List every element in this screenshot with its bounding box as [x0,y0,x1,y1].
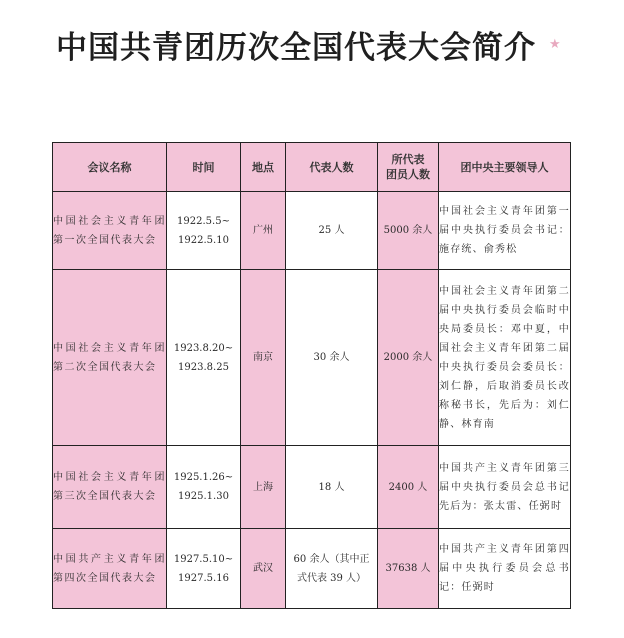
cell-name: 中国社会主义青年团第三次全国代表大会 [53,446,167,529]
star-icon: ★ [549,37,561,52]
cell-time-start: 1923.8.20~ [173,342,234,354]
cell-delegates-line1: 60 余人（其中正 [293,553,370,565]
cell-place: 广州 [241,192,286,270]
cell-leaders: 中国共产主义青年团第四届中央执行委员会总书记：任弼时 [439,529,571,609]
cell-delegates: 18 人 [286,446,378,529]
header-members [378,143,439,192]
table-row [53,192,571,270]
cell-name: 中国社会主义青年团第一次全国代表大会 [53,192,167,270]
cell-time [167,192,241,270]
cell-place: 上海 [241,446,286,529]
table-row [53,446,571,529]
cell-members: 2000 余人 [378,270,439,446]
cell-time-end: 1923.8.25 [178,361,229,373]
header-leaders: 团中央主要领导人 [439,143,571,192]
cell-place: 武汉 [241,529,286,609]
cell-time [167,529,241,609]
cell-delegates: 30 余人 [286,270,378,446]
cell-place: 南京 [241,270,286,446]
table-row [53,529,571,609]
cell-time [167,446,241,529]
cell-leaders: 中国社会主义青年团第一届中央执行委员会书记：施存统、俞秀松 [439,192,571,270]
header-place: 地点 [241,143,286,192]
cell-members: 5000 余人 [378,192,439,270]
cell-delegates: 25 人 [286,192,378,270]
cell-members: 2400 人 [378,446,439,529]
header-members-line1: 所代表 [391,153,425,166]
cell-time-start: 1922.5.5~ [177,215,230,227]
congress-table [52,142,571,609]
header-members-line2: 团员人数 [386,168,430,181]
cell-time-start: 1927.5.10~ [173,553,234,565]
cell-time-end: 1922.5.10 [178,234,229,246]
page-title: 中国共青团历次全国代表大会简介 [56,30,536,66]
header-name: 会议名称 [53,143,167,192]
table-header-row [53,143,571,192]
cell-time-end: 1927.5.16 [178,572,229,584]
cell-name: 中国共产主义青年团第四次全国代表大会 [53,529,167,609]
header-delegates: 代表人数 [286,143,378,192]
cell-time [167,270,241,446]
header-time: 时间 [167,143,241,192]
cell-delegates-line2: 式代表 39 人） [296,572,367,584]
cell-delegates [286,529,378,609]
cell-leaders: 中国社会主义青年团第二届中央执行委员会临时中央局委员长：邓中夏，中国社会主义青年团第二届中央执行委员会委员长：刘仁静，后取消委员长改称秘书长，先后为：刘仁静、林育南 [439,270,571,446]
cell-leaders: 中国共产主义青年团第三届中央执行委员会总书记先后为：张太雷、任弼时 [439,446,571,529]
cell-time-end: 1925.1.30 [178,491,229,502]
cell-members: 37638 人 [378,529,439,609]
table-row [53,270,571,446]
cell-name: 中国社会主义青年团第二次全国代表大会 [53,270,167,446]
cell-time-start: 1925.1.26~ [173,472,234,483]
